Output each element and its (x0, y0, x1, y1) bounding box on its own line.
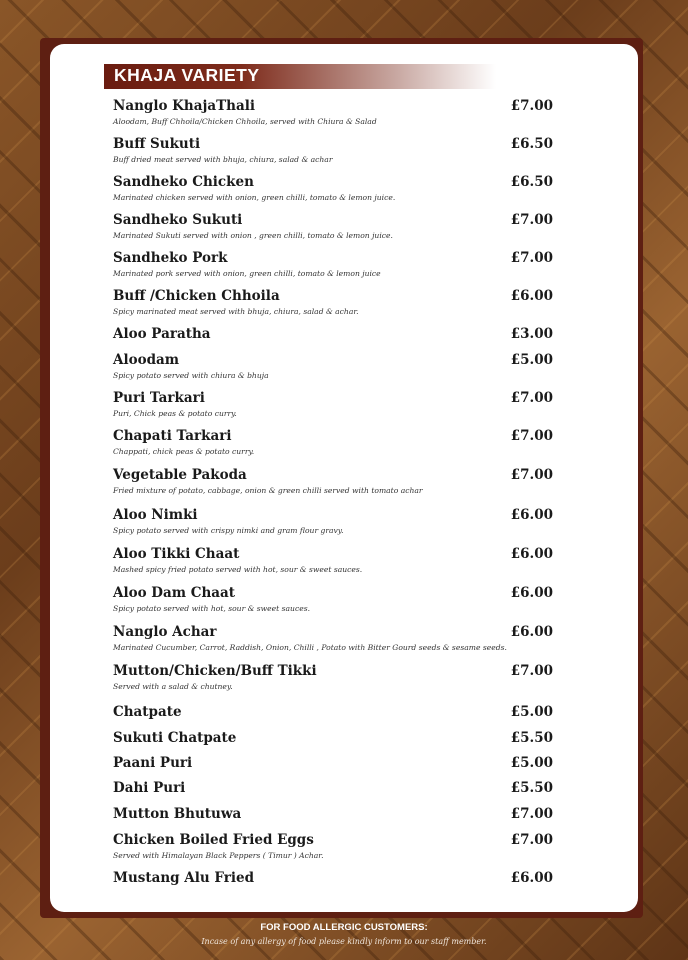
item-name: Chapati Tarkari (113, 428, 232, 444)
item-description: Served with a salad & chutney. (113, 682, 233, 691)
item-name: Sandheko Sukuti (113, 212, 243, 228)
item-price: £6.00 (510, 546, 553, 562)
item-price: £6.00 (510, 585, 553, 601)
item-description: Buff dried meat served with bhuja, chiura, salad & achar (113, 155, 333, 164)
item-price: £7.00 (510, 98, 553, 114)
item-name: Mustang Alu Fried (113, 870, 255, 886)
item-price: £7.00 (510, 212, 553, 228)
allergy-note: Incase of any allergy of food please kindly inform to our staff member. (201, 937, 487, 946)
item-name: Vegetable Pakoda (113, 467, 247, 483)
item-price: £6.00 (510, 624, 553, 640)
item-price: £7.00 (510, 806, 553, 822)
item-name: Nanglo KhajaThali (113, 98, 255, 114)
item-name: Sukuti Chatpate (113, 730, 237, 746)
item-description: Marinated Cucumber, Carrot, Raddish, Onion, Chilli , Potato with Bitter Gourd seeds & sesame seeds. (113, 643, 507, 652)
item-description: Aloodam, Buff Chhoila/Chicken Chhoila, served with Chiura & Salad (113, 117, 377, 126)
item-price: £6.00 (510, 288, 553, 304)
item-name: Mutton Bhutuwa (113, 806, 242, 822)
item-description: Mashed spicy fried potato served with hot, sour & sweet sauces. (113, 565, 363, 574)
item-name: Aloo Nimki (113, 507, 198, 523)
item-name: Aloodam (113, 352, 180, 368)
item-name: Sandheko Chicken (113, 174, 254, 190)
item-name: Chicken Boiled Fried Eggs (113, 832, 314, 848)
item-price: £6.00 (510, 870, 553, 886)
item-price: £6.50 (510, 174, 553, 190)
item-price: £3.00 (510, 326, 553, 342)
item-price: £5.00 (510, 352, 553, 368)
item-description: Marinated pork served with onion, green chilli, tomato & lemon juice (113, 269, 381, 278)
item-price: £5.50 (510, 780, 553, 796)
item-description: Served with Himalayan Black Peppers ( Timur ) Achar. (113, 851, 324, 860)
allergy-title: FOR FOOD ALLERGIC CUSTOMERS: (260, 922, 428, 933)
item-description: Puri, Chick peas & potato curry. (113, 409, 237, 418)
section-title: KHAJA VARIETY (114, 65, 260, 85)
item-price: £7.00 (510, 832, 553, 848)
item-name: Aloo Paratha (113, 326, 211, 342)
item-price: £7.00 (510, 390, 553, 406)
item-description: Fried mixture of potato, cabbage, onion & green chilli served with tomato achar (113, 486, 423, 495)
item-description: Chappati, chick peas & potato curry. (113, 447, 255, 456)
item-name: Dahi Puri (113, 780, 186, 796)
item-price: £7.00 (510, 428, 553, 444)
item-name: Nanglo Achar (113, 624, 217, 640)
item-name: Puri Tarkari (113, 390, 205, 406)
item-description: Spicy potato served with crispy nimki and gram flour gravy. (113, 526, 344, 535)
item-price: £5.00 (510, 704, 553, 720)
item-price: £5.00 (510, 755, 553, 771)
item-description: Spicy potato served with hot, sour & sweet sauces. (113, 604, 311, 613)
item-price: £7.00 (510, 663, 553, 679)
item-description: Marinated chicken served with onion, green chilli, tomato & lemon juice. (113, 193, 396, 202)
item-name: Paani Puri (113, 755, 193, 771)
item-name: Buff Sukuti (113, 136, 201, 152)
item-name: Sandheko Pork (113, 250, 228, 266)
item-name: Mutton/Chicken/Buff Tikki (113, 663, 317, 679)
item-price: £5.50 (510, 730, 553, 746)
item-name: Aloo Dam Chaat (113, 585, 236, 601)
item-description: Spicy potato served with chiura & bhuja (113, 371, 269, 380)
item-description: Marinated Sukuti served with onion , green chilli, tomato & lemon juice. (113, 231, 393, 240)
item-name: Buff /Chicken Chhoila (113, 288, 280, 304)
item-price: £7.00 (510, 250, 553, 266)
item-price: £7.00 (510, 467, 553, 483)
item-description: Spicy marinated meat served with bhuja, chiura, salad & achar. (113, 307, 359, 316)
item-name: Aloo Tikki Chaat (113, 546, 240, 562)
item-price: £6.50 (510, 136, 553, 152)
item-price: £6.00 (510, 507, 553, 523)
item-name: Chatpate (113, 704, 182, 720)
section-banner (104, 64, 496, 89)
